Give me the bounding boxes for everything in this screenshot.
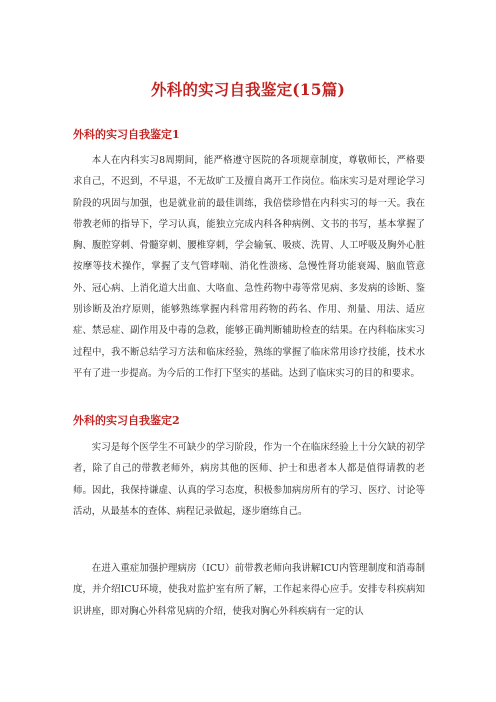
section-heading-1: 外科的实习自我鉴定1 <box>73 128 180 141</box>
section-1-paragraph-1: 本人在内科实习8周期间，能严格遵守医院的各项规章制度，尊敬师长，严格要求自己，不迟到，不早退，不无故旷工及擅自离开工作岗位。临床实习是对理论学习阶段的巩固与加强，也是就业前的最佳训练，我倍偿珍惜在内科实习的每一天。我在带教老师的指导下，学习认真，能独立完成内科各种病例、文书的书写，基本掌握了胸、腹腔穿刺、骨髓穿刺、腰椎穿刺，学会输氧、吸痰、洗胃、人工呼吸及胸外心脏按摩等技术操作，掌握了支气管哮喘、消化性溃疡、急慢性肾功能衰竭、脑血管意外、冠心病、上消化道大出血、大咯血、急性药物中毒等常见病、多发病的诊断、鉴别诊断及治疗原则，能够熟练掌握内科常用药物的药名、作用、剂量、用法、适应症、禁忌症、副作用及中毒的急救，能够正确判断辅助检查的结果。在内科临床实习过程中，我不断总结学习方法和临床经验，熟练的掌握了临床常用诊疗技能，技术水平有了进一步提高。为今后的工作打下坚实的基础。达到了临床实习的目的和要求。 <box>73 155 425 379</box>
section-2-paragraph-1: 实习是每个医学生不可缺少的学习阶段，作为一个在临床经验上十分欠缺的初学者，除了自己的带教老师外，病房其他的医师、护士和患者本人都是值得请教的老师。因此，我保持谦虚、认真的学习态度，积极参加病房所有的学习、医疗、讨论等活动，从最基本的查体、病程记录做起，逐步磨练自己。 <box>73 442 425 517</box>
section-2-paragraph-2: 在进入重症加强护理病房（ICU）前带教老师向我讲解ICU内管理制度和消毒制度，并介绍ICU环境，使我对监护室有所了解，工作起来得心应手。安排专科疾病知识讲座，即对胸心外科常见病的介绍，使我对胸心外科疾病有一定的认 <box>73 563 425 617</box>
document-title: 外科的实习自我鉴定(15篇) <box>150 80 346 99</box>
section-heading-2: 外科的实习自我鉴定2 <box>73 414 180 427</box>
